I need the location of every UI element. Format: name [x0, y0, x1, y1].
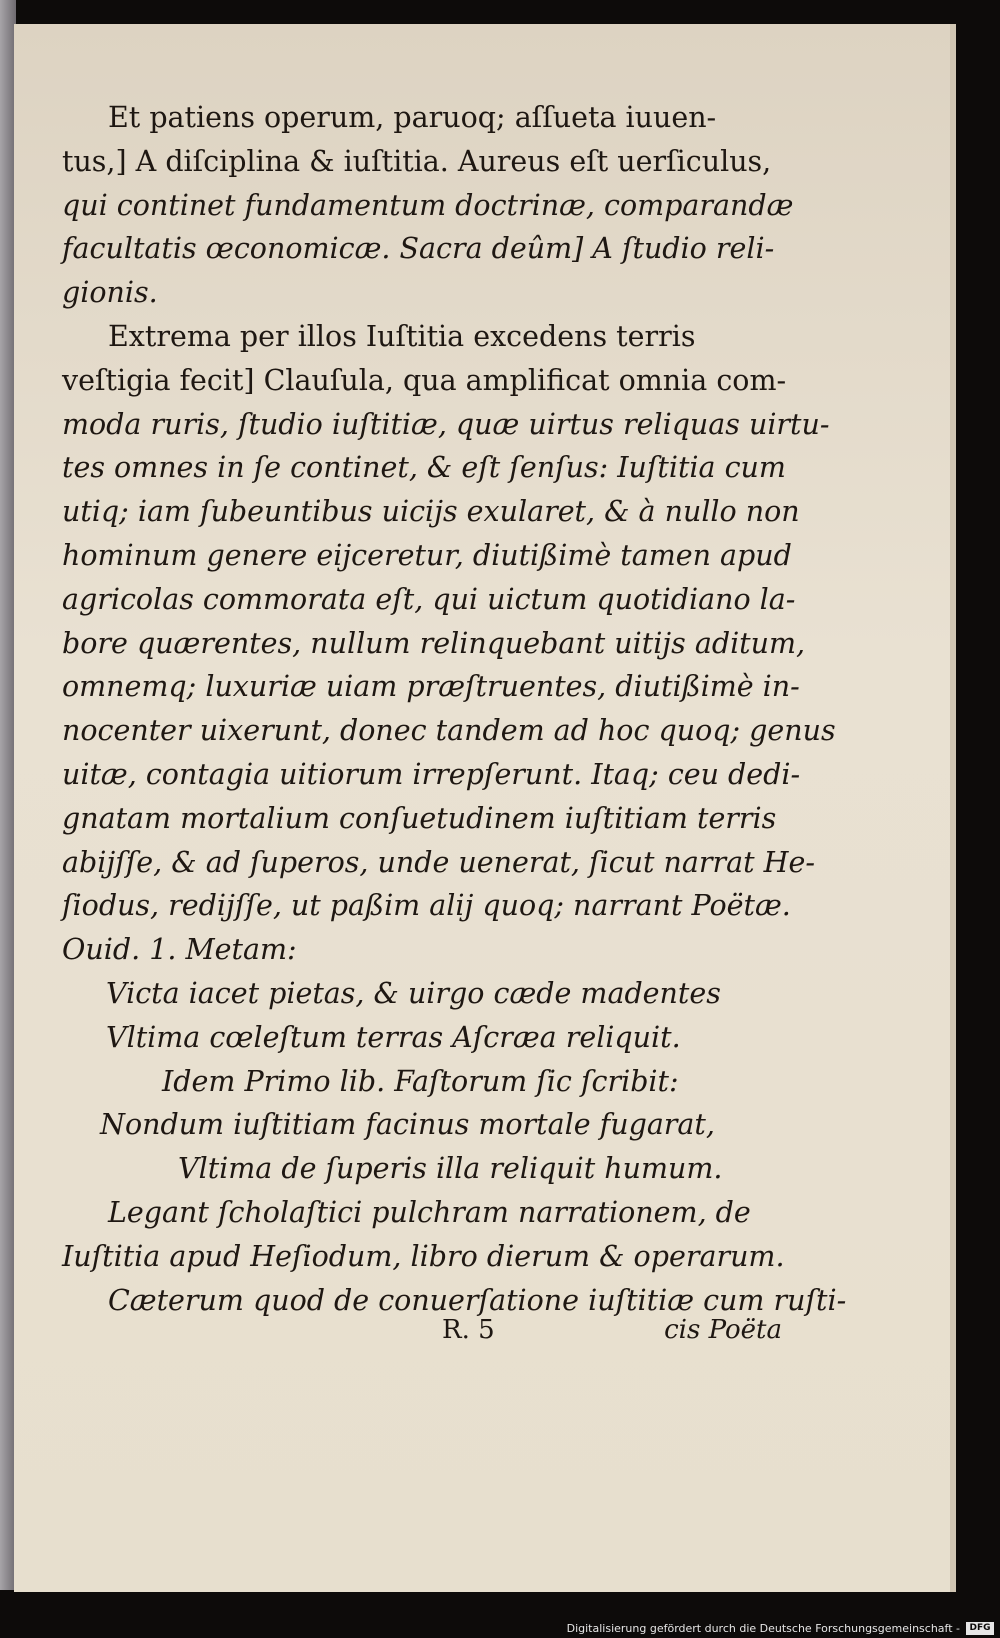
- text-line: bore quærentes, nullum relinquebant uitijs aditum,: [62, 626, 806, 660]
- funding-credit: Digitalisierung gefördert durch die Deutsche Forschungsgemeinschaft -: [566, 1622, 960, 1635]
- text-line: omnemq; luxuriæ uiam præſtruentes, diutißimè in-: [62, 670, 800, 704]
- text-line: tus,] A diſciplina & iuſtitia. Aureus eſt uerſiculus,: [62, 144, 772, 178]
- signature-mark: R. 5: [442, 1315, 495, 1345]
- text-line: abijſſe, & ad ſuperos, unde uenerat, ſicut narrat He-: [62, 845, 815, 879]
- text-line: ſiodus, redijſſe, ut paßim alij quoq; narrant Poëtæ.: [62, 889, 791, 923]
- credit-bar: [0, 1618, 1000, 1638]
- text-line: Vltima cœleſtum terras Aſcræa reliquit.: [106, 1020, 681, 1054]
- catchword: cis Poëta: [664, 1315, 782, 1345]
- text-line: qui continet fundamentum doctrinæ, comparandæ: [62, 188, 794, 222]
- text-line: facultatis œconomicæ. Sacra deûm] A ſtudio reli-: [62, 232, 775, 266]
- text-line: Extrema per illos Iuſtitia excedens terris: [108, 319, 696, 353]
- text-line: tes omnes in ſe continet, & eſt ſenſus: Iuſtitia cum: [62, 451, 786, 485]
- body-text: [62, 96, 847, 1322]
- text-line: gnatam mortalium conſuetudinem iuſtitiam terris: [62, 801, 777, 835]
- text-line: uitæ, contagia uitiorum irrepſerunt. Itaq; ceu dedi-: [62, 757, 801, 791]
- text-line: Idem Primo lib. Faſtorum ſic ſcribit:: [162, 1064, 679, 1098]
- book-page: [14, 24, 956, 1592]
- text-line: Iuſtitia apud Heſiodum, libro dierum & operarum.: [62, 1239, 785, 1273]
- text-line: Legant ſcholaſtici pulchram narrationem, de: [108, 1195, 751, 1229]
- text-line: Victa iacet pietas, & uirgo cæde madentes: [106, 976, 721, 1010]
- text-line: Cæterum quod de conuerſatione iuſtitiæ cum ruſti-: [108, 1283, 847, 1317]
- dfg-logo: DFG: [966, 1622, 994, 1635]
- page-footer: [62, 1315, 782, 1355]
- text-line: Ouid. 1. Metam:: [62, 933, 297, 967]
- text-line: Vltima de ſuperis illa reliquit humum.: [178, 1152, 723, 1186]
- text-line: utiq; iam ſubeuntibus uicijs exularet, & à nullo non: [62, 495, 800, 529]
- text-line: veſtigia fecit] Clauſula, qua amplificat omnia com-: [62, 363, 787, 397]
- text-line: Et patiens operum, paruoq; aſſueta iuuen-: [108, 101, 717, 134]
- text-line: Nondum iuſtitiam facinus mortale fugarat,: [100, 1108, 715, 1142]
- text-line: nocenter uixerunt, donec tandem ad hoc quoq; genus: [62, 714, 836, 748]
- text-line: gionis.: [62, 276, 158, 310]
- text-line: hominum genere eijceretur, diutißimè tamen apud: [62, 538, 792, 572]
- text-line: moda ruris, ſtudio iuſtitiæ, quæ uirtus reliquas uirtu-: [62, 407, 830, 441]
- text-line: agricolas commorata eſt, qui uictum quotidiano la-: [62, 582, 796, 616]
